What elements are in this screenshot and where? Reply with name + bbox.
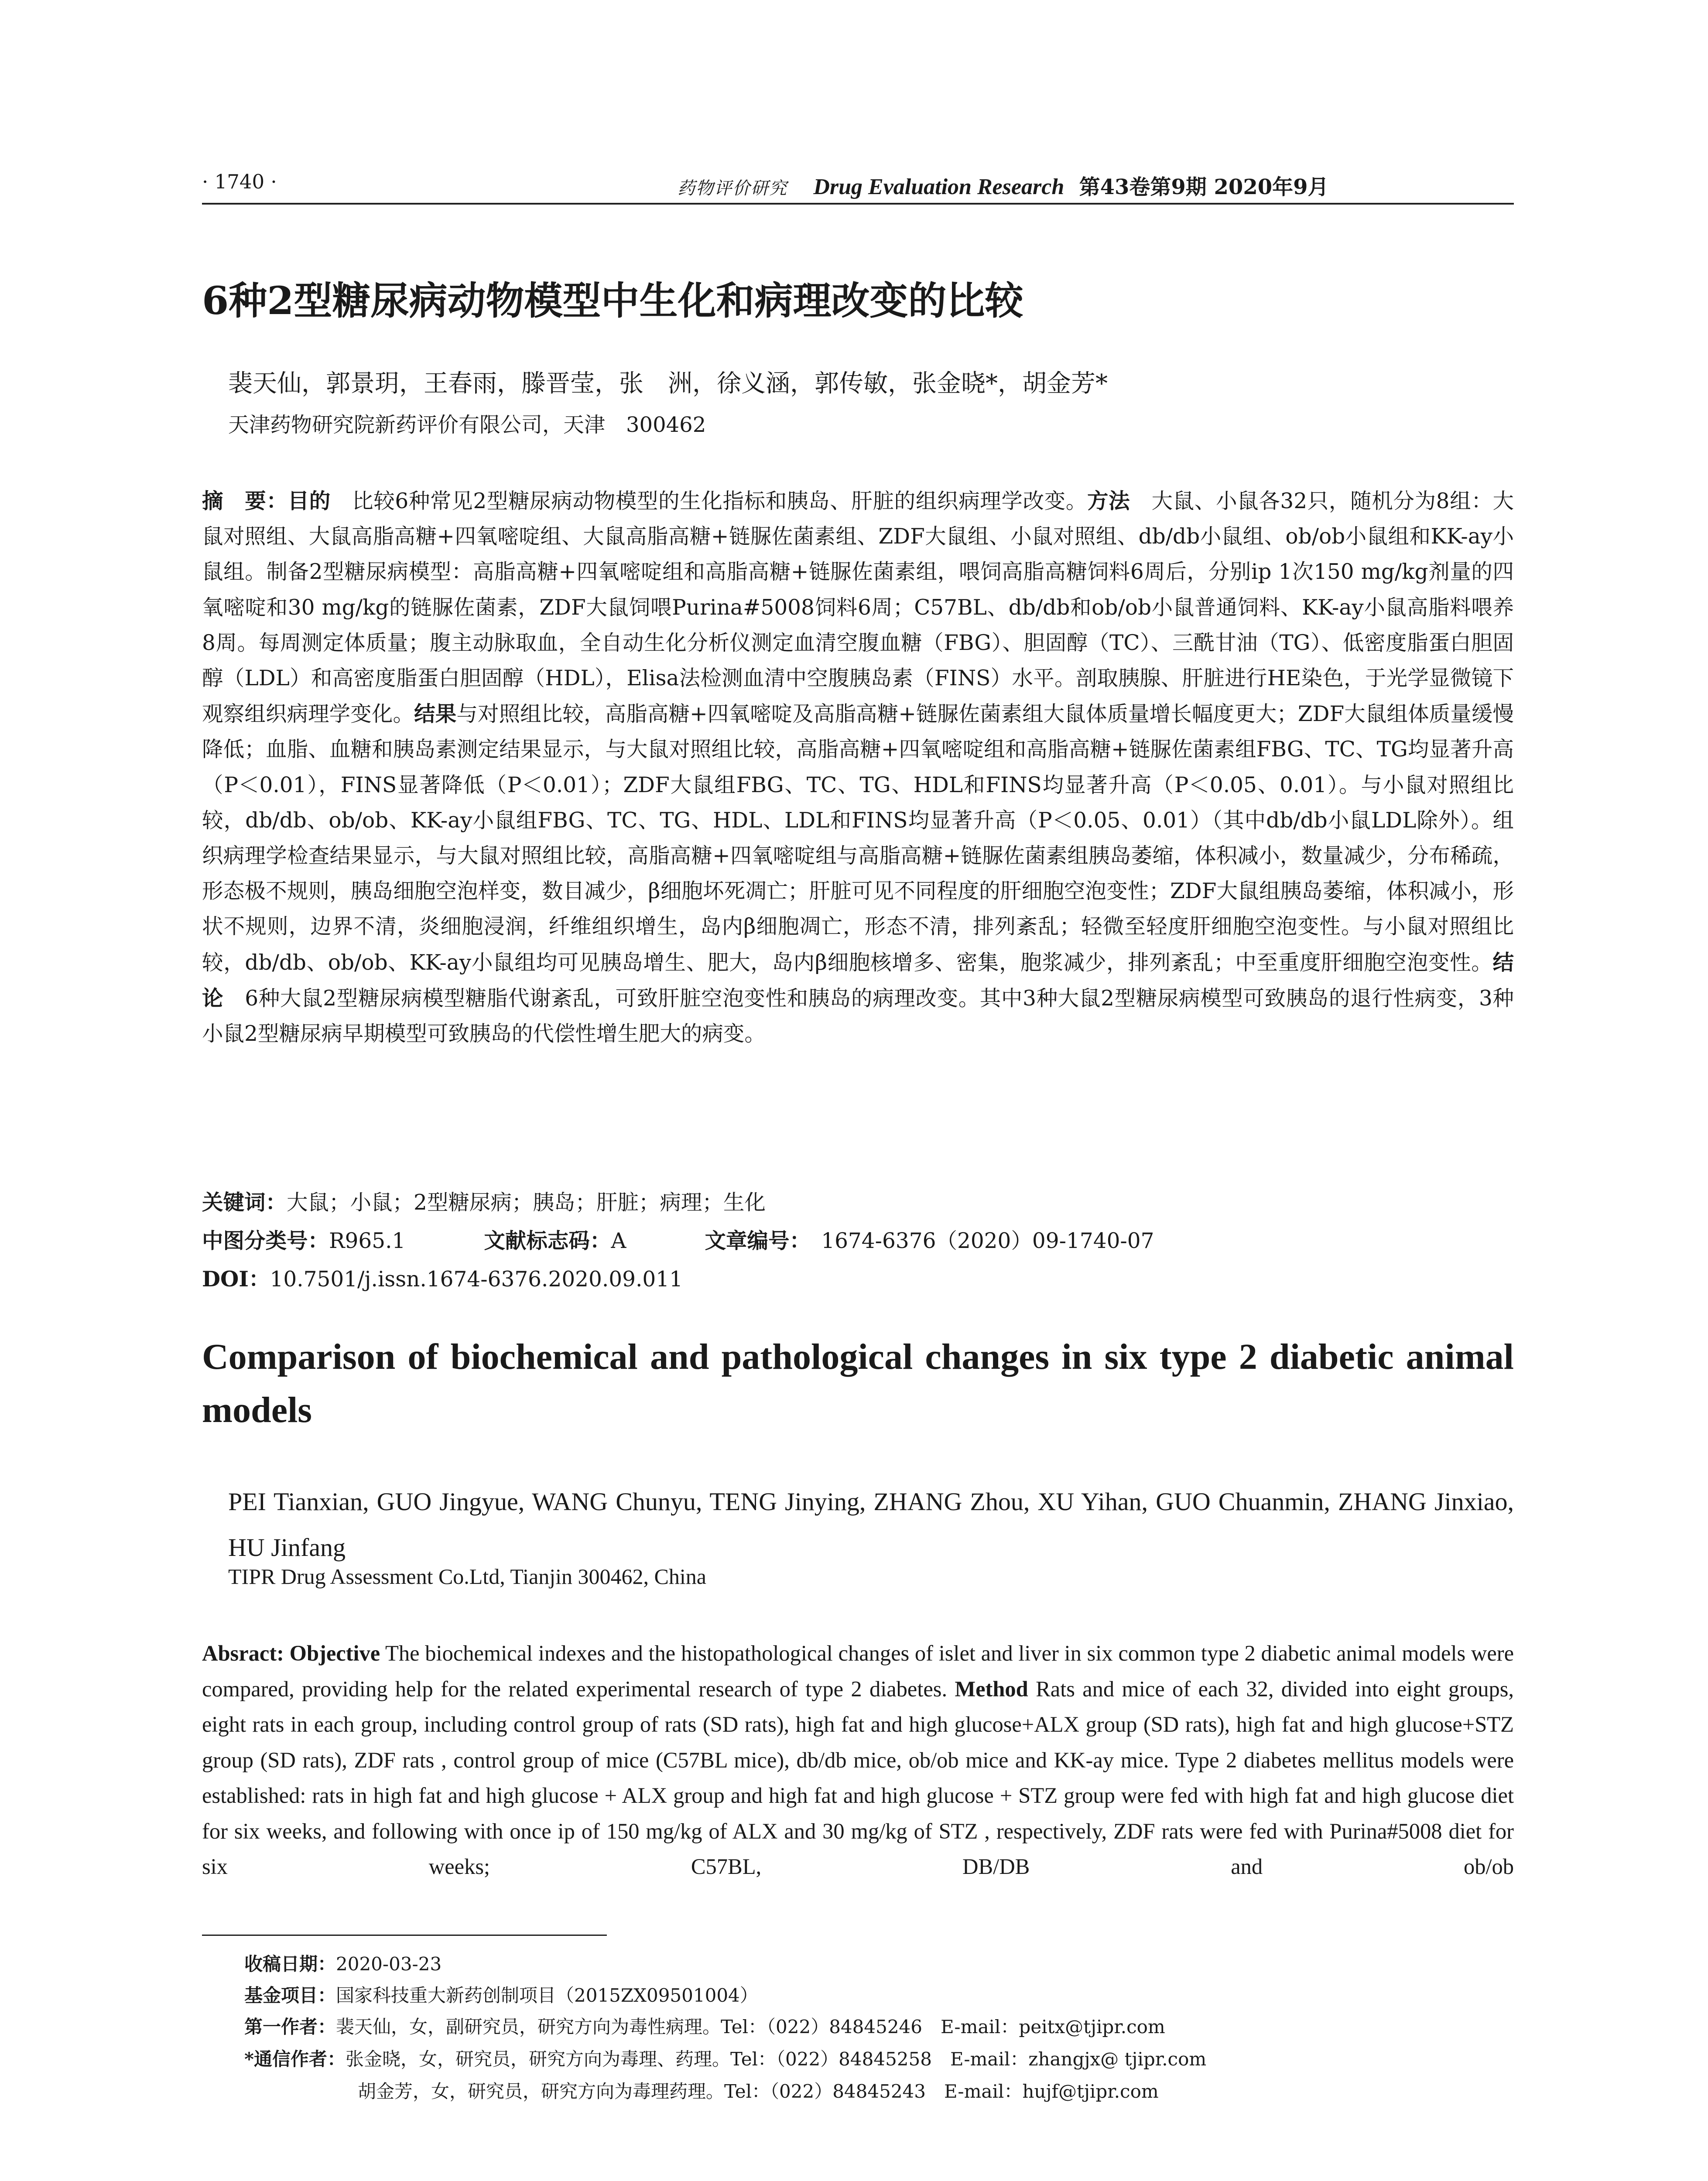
first-author-text: 裴天仙，女，副研究员，研究方向为毒性病理。Tel：（022）84845246 E-mail：peitx@tjipr.com [336, 2016, 1165, 2037]
conclusion-label-cn: 结论 [202, 950, 1514, 1011]
authors-en: PEI Tianxian, GUO Jingyue, WANG Chunyu, TENG Jinying, ZHANG Zhou, XU Yihan, GUO Chuanmin, ZHANG Jinxiao, HU Jinfang [228, 1487, 1514, 1562]
received-label: 收稿日期： [244, 1953, 336, 1975]
objective-label-en: Objective [289, 1641, 380, 1665]
running-header [202, 170, 1514, 205]
first-author-label: 第一作者： [244, 2016, 336, 2037]
method-text-en: Rats and mice of each 32, divided into eight groups, eight rats in each group, including control group of rats (SD rats), high fat and high glucose+ALX group (SD rats), high fat and high glucose+STZ group (SD rats), ZDF rats , control group of mice (C57BL mice), db/db mice, ob/ob mice and KK-ay mice. Type 2 diabetes mellitus models were established: rats in high fat and high glucose + ALX group and high fat and high glucose + STZ group were fed with high fat and high glucose diet for six weeks, and following with once ip of 150 mg/kg of ALX and 30 mg/kg of STZ , respectively, ZDF rats were fed with Purina#5008 diet for six weeks; C57BL, DB/DB and ob/ob [202, 1676, 1514, 1879]
doi-value: 10.7501/j.issn.1674-6376.2020.09.011 [270, 1267, 683, 1292]
classification [202, 1224, 1154, 1254]
footnote-corresponding-2: 胡金芳，女，研究员，研究方向为毒理药理。Tel：（022）84845243 E-mail：hujf@tjipr.com [358, 2081, 1159, 2102]
abstract-cn [202, 483, 1514, 1052]
article-no-value: 1674-6376（2020）09-1740-07 [821, 1229, 1154, 1253]
footnote-first-author [244, 2013, 1165, 2039]
result-text-cn: 与对照组比较，高脂高糖+四氧嘧啶及高脂高糖+链脲佐菌素组大鼠体质量增长幅度更大；ZDF大鼠组体质量缓慢降低；血脂、血糖和胰岛素测定结果显示，与大鼠对照组比较，高脂高糖+四氧嘧啶组和高脂高糖+链脲佐菌素组FBG、TC、TG均显著升高（P＜0.01），FINS显著降低（P＜0.01）；ZDF大鼠组FBG、TC、TG、HDL和FINS均显著升高（P＜0.05、0.01）。与小鼠对照组比较，db/db、ob/ob、KK-ay小鼠组FBG、TC、TG、HDL、LDL和FINS均显著升高（P＜0.05、0.01）（其中db/db小鼠LDL除外）。组织病理学检查结果显示，与大鼠对照组比较，高脂高糖+四氧嘧啶组与高脂高糖+链脲佐菌素组胰岛萎缩，体积减小，数量减少，分布稀疏，形态极不规则，胰岛细胞空泡样变，数目减少，β细胞坏死凋亡；肝脏可见不同程度的肝细胞空泡变性；ZDF大鼠组胰岛萎缩，体积减小，形状不规则，边界不清，炎细胞浸润，纤维组织增生，岛内β细胞凋亡，形态不清，排列紊乱；轻微至轻度肝细胞空泡变性。与小鼠对照组比较，db/db、ob/ob、KK-ay小鼠组均可见胰岛增生、肥大，岛内β细胞核增多、密集，胞浆减少，排列紊乱；中至重度肝细胞空泡变性。 [202, 702, 1514, 975]
clc-value: R965.1 [329, 1229, 406, 1253]
doc-code-label: 文献标志码： [484, 1228, 611, 1253]
affiliation-cn: 天津药物研究院新药评价有限公司，天津 300462 [228, 413, 706, 437]
conclusion-text-cn: 6种大鼠2型糖尿病模型糖脂代谢紊乱，可致肝脏空泡变性和胰岛的病理改变。其中3种大鼠2型糖尿病模型可致胰岛的退行性病变，3种小鼠2型糖尿病早期模型可致胰岛的代偿性增生肥大的病变。 [202, 986, 1514, 1046]
title-cn: 6种2型糖尿病动物模型中生化和病理改变的比较 [202, 278, 1023, 323]
journal-logo: 药物评价研究 [678, 178, 787, 198]
fund-text: 国家科技重大新药创制项目（2015ZX09501004） [336, 1985, 758, 2006]
article-no-label: 文章编号： [705, 1228, 800, 1253]
keywords [202, 1185, 766, 1216]
corresponding-text-1: 张金晓，女，研究员，研究方向为毒理、药理。Tel：（022）84845258 E-mail：zhangjx@ tjipr.com [345, 2048, 1207, 2070]
page-number: · 1740 · [202, 170, 277, 193]
result-label-cn: 结果 [414, 701, 457, 727]
title-en: Comparison of biochemical and pathological changes in six type 2 diabetic animal models [202, 1337, 1514, 1430]
doi-label: DOI： [202, 1267, 270, 1292]
corresponding-label: *通信作者： [244, 2048, 346, 2070]
keywords-text: 大鼠；小鼠；2型糖尿病；胰岛；肝脏；病理；生化 [287, 1190, 766, 1215]
received-date: 2020-03-23 [336, 1953, 442, 1975]
keywords-label: 关键词： [202, 1190, 287, 1215]
footnote-corresponding [244, 2045, 1206, 2071]
journal-info [678, 170, 1329, 200]
header-divider [202, 203, 1514, 205]
fund-label: 基金项目： [244, 1985, 336, 2006]
issue-info: 第43卷第9期 2020年9月 [1079, 175, 1329, 199]
method-label-cn: 方法 [1087, 489, 1130, 513]
method-label-en: Method [955, 1676, 1028, 1701]
footnote-divider [202, 1935, 607, 1936]
doc-code-value: A [611, 1229, 626, 1253]
objective-label-cn: 目的 [288, 489, 331, 513]
objective-text-en: The biochemical indexes and the histopathological changes of islet and liver in six common type 2 diabetic animal models were compared, providing help for the related experimental research of type 2 diabetes. [202, 1641, 1514, 1701]
abstract-en-label: Absract: [202, 1641, 284, 1665]
abstract-cn-label: 摘 要： [202, 489, 288, 513]
affiliation-en: TIPR Drug Assessment Co.Ltd, Tianjin 300462, China [228, 1564, 706, 1589]
method-text-cn: 大鼠、小鼠各32只，随机分为8组：大鼠对照组、大鼠高脂高糖+四氧嘧啶组、大鼠高脂高糖+链脲佐菌素组、ZDF大鼠组、小鼠对照组、db/db小鼠组、ob/ob小鼠组和KK-ay小鼠组。制备2型糖尿病模型：高脂高糖+四氧嘧啶组和高脂高糖+链脲佐菌素组，喂饲高脂高糖饲料6周后，分别ip 1次150 mg/kg剂量的四氧嘧啶和30 mg/kg的链脲佐菌素，ZDF大鼠饲喂Purina#5008饲料6周；C57BL、db/db和ob/ob小鼠普通饲料、KK-ay小鼠高脂料喂养8周。每周测定体质量；腹主动脉取血，全自动生化分析仪测定血清空腹血糖（FBG）、胆固醇（TC）、三酰甘油（TG）、低密度脂蛋白胆固醇（LDL）和高密度脂蛋白胆固醇（HDL），Elisa法检测血清中空腹胰岛素（FINS）水平。剖取胰腺、肝脏进行HE染色，于光学显微镜下观察组织病理学变化。 [202, 489, 1514, 727]
abstract-en [202, 1636, 1514, 1885]
footnote-received [244, 1950, 442, 1976]
journal-name: Drug Evaluation Research [813, 174, 1065, 199]
authors-cn: 裴天仙，郭景玥，王春雨，滕晋莹，张 洲，徐义涵，郭传敏，张金晓*，胡金芳* [228, 369, 1108, 398]
doi [202, 1262, 683, 1292]
clc-label: 中图分类号： [202, 1228, 329, 1253]
objective-text-cn: 比较6种常见2型糖尿病动物模型的生化指标和胰岛、肝脏的组织病理学改变。 [352, 489, 1088, 513]
footnote-fund [244, 1981, 758, 2007]
